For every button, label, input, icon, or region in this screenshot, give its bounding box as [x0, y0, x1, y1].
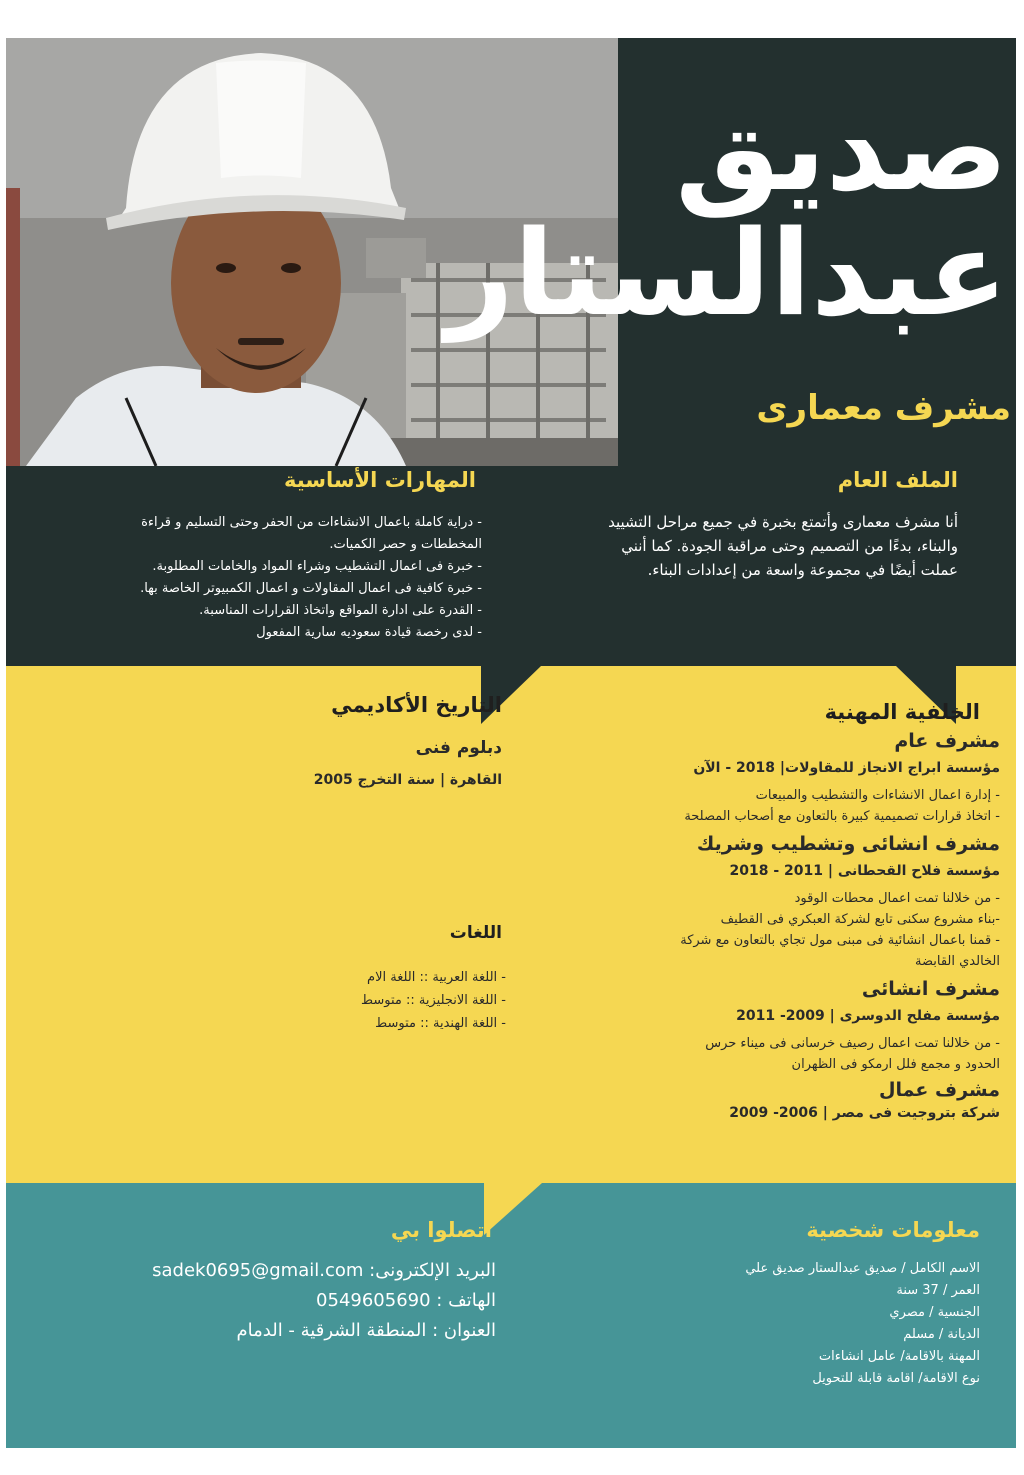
- last-name: عبدالستار: [445, 204, 1008, 342]
- job-bullet: - قمنا باعمال انشائية فى مبنى مول تجاي بالتعاون مع شركة الخالدي القابضة: [680, 933, 1000, 969]
- personal-item: العمر / 37 سنة: [896, 1283, 980, 1298]
- skill-item: - خبرة كافية فى اعمال المقاولات و اعمال الكمبيوتر الخاصة بها.: [140, 581, 482, 596]
- language-item: - اللغة الهندية :: متوسط: [375, 1016, 506, 1031]
- job-bullet: - من خلالنا تمت اعمال رصيف خرسانى فى ميناء حرس الحدود و مجمع فلل ارمكو فى الظهران: [705, 1036, 1000, 1072]
- personal-item: المهنة بالاقامة/ عامل انشاءات: [818, 1349, 980, 1364]
- job-bullet: - إدارة اعمال الانشاءات والتشطيب والمبيعات: [755, 788, 1000, 803]
- personal-heading: معلومات شخصية: [806, 1218, 980, 1242]
- resume-page: [6, 38, 1016, 1448]
- contact-phone[interactable]: الهاتف : 0549605690: [316, 1290, 496, 1311]
- experience-heading: الخلفية المهنية: [824, 700, 980, 724]
- contact-address: العنوان : المنطقة الشرقية - الدمام: [236, 1320, 496, 1341]
- skill-item: - القدرة على ادارة المواقع واتخاذ القرارات المناسبة.: [199, 603, 482, 618]
- first-name: صديق: [675, 79, 1008, 217]
- personal-item: الاسم الكامل / صديق عبدالستار صديق علي: [745, 1261, 980, 1276]
- personal-item: الجنسية / مصري: [889, 1305, 980, 1320]
- skill-item: - خبرة فى اعمال التشطيب وشراء المواد والخامات المطلوبة.: [152, 559, 482, 574]
- job-company: مؤسسة فلاح القحطانى | 2011 - 2018: [729, 863, 1000, 879]
- contact-email[interactable]: البريد الإلكترونى: sadek0695@gmail.com: [152, 1260, 496, 1281]
- job-company: شركة بتروجيت فى مصر | 2006- 2009: [729, 1105, 1000, 1121]
- profile-text: أنا مشرف معمارى وأتمتع بخبرة في جميع مراحل التشييد والبناء، بدءًا من التصميم وحتى مراقبة الجودة. كما أنني عملت أيضًا في مجموعة واسعة من إعدادات البناء.: [608, 513, 958, 579]
- speech-tail: [484, 1183, 542, 1235]
- job-title: مشرف معمارى: [756, 388, 1011, 428]
- languages-heading: اللغات: [449, 923, 502, 943]
- job-company: مؤسسة مفلح الدوسرى | 2009- 2011: [736, 1008, 1000, 1024]
- job-title: مشرف انشائى: [861, 978, 1000, 1000]
- language-item: - اللغة الانجليزية :: متوسط: [361, 993, 506, 1008]
- personal-list: [680, 1258, 980, 1390]
- languages-list: [246, 966, 506, 1035]
- profile-heading: الملف العام: [837, 468, 958, 492]
- language-item: - اللغة العربية :: اللغة الام: [367, 970, 506, 985]
- skills-heading: المهارات الأساسية: [284, 468, 476, 492]
- job-title: مشرف عمال: [879, 1079, 1000, 1101]
- personal-item: الديانة / مسلم: [903, 1327, 980, 1342]
- personal-item: نوع الاقامة/ اقامة قابلة للتحويل: [812, 1371, 980, 1386]
- contact-heading: اتصلوا بي: [390, 1218, 492, 1242]
- experience-list: [670, 728, 1000, 1124]
- job-title: مشرف انشائى وتشطيب وشريك: [696, 833, 1000, 855]
- contact-list: [76, 1256, 496, 1346]
- skill-item: - لدى رخصة قيادة سعوديه سارية المفعول: [256, 625, 482, 640]
- job-bullet: - اتخاذ قرارات تصميمية كبيرة بالتعاون مع أصحاب المصلحة: [684, 809, 1000, 824]
- education-heading: التاريخ الأكاديمي: [331, 693, 502, 717]
- education-detail: القاهرة | سنة التخرج 2005: [313, 772, 502, 788]
- skills-list: [82, 512, 482, 644]
- job-bullet: - من خلالنا تمت اعمال محطات الوقود: [794, 891, 1000, 906]
- job-title: مشرف عام: [894, 730, 1000, 752]
- skill-item: - دراية كاملة باعمال الانشاءات من الحفر وحتى التسليم و قراءة المخططات و حصر الكميات.: [141, 515, 482, 552]
- job-company: مؤسسة ابراج الانجاز للمقاولات| 2018 - الآن: [693, 760, 1000, 776]
- job-bullet: -بناء مشروع سكنى تابع لشركة العبكري فى القطيف: [720, 912, 1000, 927]
- education-degree: دبلوم فنى: [415, 738, 502, 758]
